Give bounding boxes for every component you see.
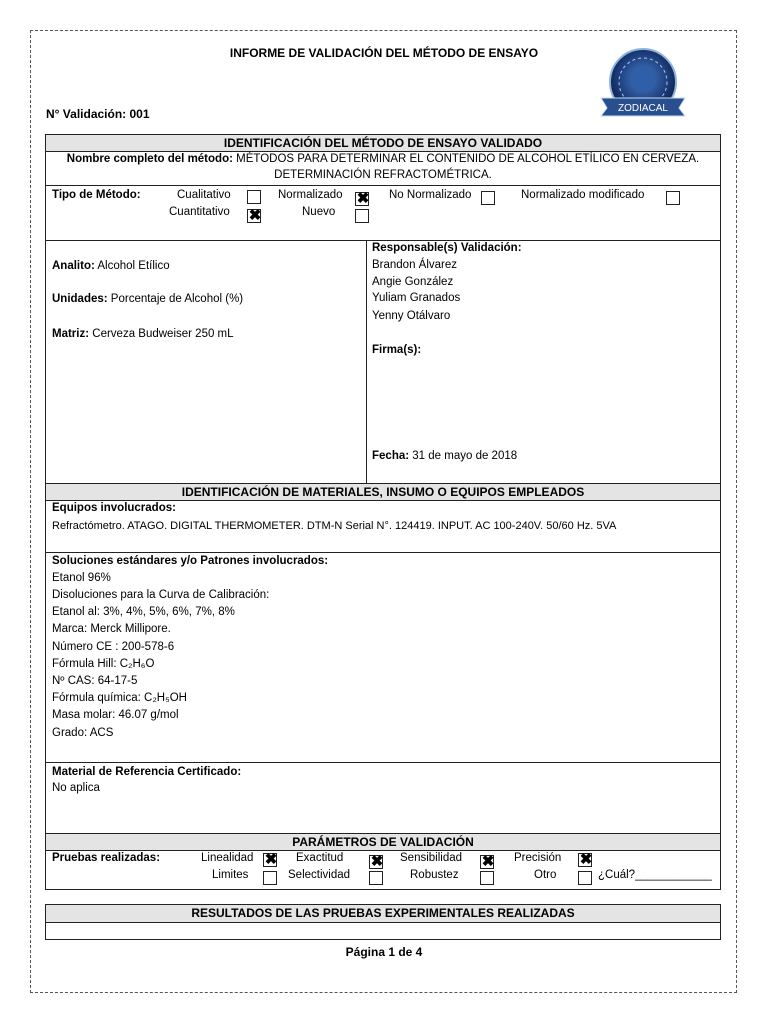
info-section	[45, 240, 721, 484]
checkbox-limites[interactable]	[263, 871, 277, 885]
type-cualitativo-label: Cualitativo	[177, 189, 231, 201]
method-section-header: IDENTIFICACIÓN DEL MÉTODO DE ENSAYO VALIDADO	[46, 135, 720, 152]
svg-text:ZODIACAL: ZODIACAL	[617, 103, 669, 114]
document-title: INFORME DE VALIDACIÓN DEL MÉTODO DE ENSAYO	[229, 46, 539, 60]
solucion-line: Grado: ACS	[52, 727, 114, 739]
checkbox-otro[interactable]	[578, 871, 592, 885]
checkbox-cualitativo[interactable]	[247, 190, 261, 204]
solucion-line: Fórmula química: C₂H₅OH	[52, 692, 187, 704]
checkbox-cuantitativo[interactable]	[247, 209, 261, 223]
solucion-line: Masa molar: 46.07 g/mol	[52, 709, 179, 721]
sensibilidad-label: Sensibilidad	[400, 852, 463, 864]
solucion-line: Disoluciones para la Curva de Calibración:	[52, 589, 270, 601]
checkbox-robustez[interactable]	[480, 871, 494, 885]
mrc-label: Material de Referencia Certificado:	[52, 766, 242, 778]
checkbox-normalizado-modificado[interactable]	[666, 191, 680, 205]
method-type-label: Tipo de Método:	[52, 189, 141, 201]
precision-label: Precisión	[514, 852, 562, 864]
checkbox-precision[interactable]	[578, 853, 592, 867]
firma-label: Firma(s):	[372, 344, 422, 356]
responsable-1: Brandon Álvarez	[372, 259, 458, 271]
robustez-label: Robustez	[410, 869, 459, 881]
method-name-line1: Nombre completo del método: MÉTODOS PARA DETERMINAR EL CONTENIDO DE ALCOHOL ETÍLICO EN CERVEZA.	[66, 153, 700, 165]
mrc-value: No aplica	[52, 782, 100, 794]
otro-label: Otro	[534, 869, 557, 881]
solucion-line: Fórmula Hill: C₂H₆O	[52, 658, 155, 670]
equipos-value: Refractómetro. ATAGO. DIGITAL THERMOMETER. DTM-N Serial N°. 124419. INPUT. AC 100-240V. 50/60 Hz. 5VA	[52, 520, 617, 532]
responsable-3: Yuliam Granados	[372, 292, 461, 304]
solucion-line: Nº CAS: 64-17-5	[52, 675, 138, 687]
solucion-line: Etanol al: 3%, 4%, 5%, 6%, 7%, 8%	[52, 606, 235, 618]
results-section-header: RESULTADOS DE LAS PRUEBAS EXPERIMENTALES REALIZADAS	[46, 905, 720, 923]
selectividad-label: Selectividad	[288, 869, 351, 881]
limites-label: Limites	[212, 869, 249, 881]
pruebas-label: Pruebas realizadas:	[52, 852, 161, 864]
params-section	[45, 834, 721, 890]
type-normalizado-modificado-label: Normalizado modificado	[521, 189, 645, 201]
solucion-line: Marca: Merck Millipore.	[52, 623, 171, 635]
method-name-line2: DETERMINACIÓN REFRACTOMÉTRICA.	[274, 169, 492, 181]
method-section	[45, 134, 721, 241]
checkbox-sensibilidad[interactable]	[480, 855, 494, 869]
checkbox-exactitud[interactable]	[369, 855, 383, 869]
soluciones-label: Soluciones estándares y/o Patrones involucrados:	[52, 555, 329, 567]
matriz-row: Matriz: Cerveza Budweiser 250 mL	[52, 328, 234, 340]
linealidad-label: Linealidad	[201, 852, 254, 864]
unidades-row: Unidades: Porcentaje de Alcohol (%)	[52, 293, 244, 305]
fecha-row: Fecha: 31 de mayo de 2018	[372, 450, 518, 462]
equipos-label: Equipos involucrados:	[52, 502, 176, 514]
materials-section	[45, 484, 721, 834]
solucion-line: Etanol 96%	[52, 572, 111, 584]
checkbox-normalizado[interactable]	[355, 192, 369, 206]
checkbox-linealidad[interactable]	[263, 853, 277, 867]
type-no-normalizado-label: No Normalizado	[389, 189, 472, 201]
cual-field[interactable]: ¿Cuál?____________	[598, 869, 712, 881]
page-number: Página 1 de 4	[345, 945, 423, 959]
materials-section-header: IDENTIFICACIÓN DE MATERIALES, INSUMO O EQUIPOS EMPLEADOS	[46, 484, 720, 501]
type-cuantitativo-label: Cuantitativo	[169, 206, 230, 218]
exactitud-label: Exactitud	[296, 852, 344, 864]
responsable-4: Yenny Otálvaro	[372, 310, 451, 322]
type-nuevo-label: Nuevo	[302, 206, 336, 218]
results-section	[45, 904, 721, 940]
analito-row: Analito: Alcohol Etílico	[52, 260, 170, 272]
zodiacal-logo	[593, 46, 693, 124]
params-section-header: PARÁMETROS DE VALIDACIÓN	[46, 834, 720, 851]
validation-number: N° Validación: 001	[46, 107, 150, 121]
checkbox-selectividad[interactable]	[369, 871, 383, 885]
solucion-line: Número CE : 200-578-6	[52, 641, 175, 653]
type-normalizado-label: Normalizado	[278, 189, 343, 201]
responsables-label: Responsable(s) Validación:	[372, 242, 522, 254]
checkbox-nuevo[interactable]	[355, 209, 369, 223]
checkbox-no-normalizado[interactable]	[481, 191, 495, 205]
responsable-2: Angie González	[372, 276, 454, 288]
